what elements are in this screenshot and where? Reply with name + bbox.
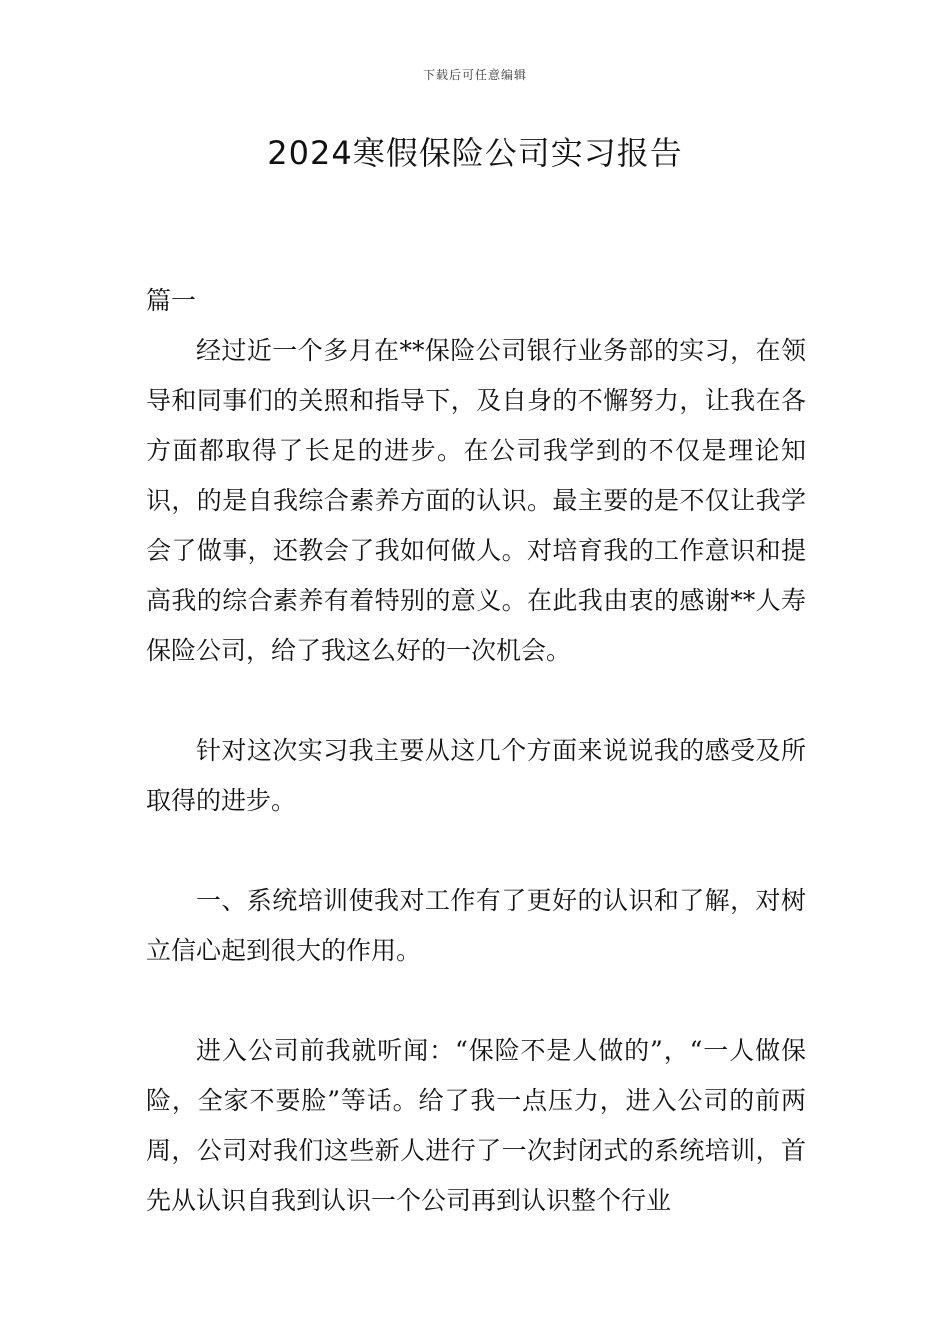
paragraph-heading-one: 一、系统培训使我对工作有了更好的认识和了解，对树立信心起到很大的作用。	[146, 886, 806, 965]
page-header-note: 下载后可任意编辑	[422, 68, 527, 82]
paragraph-training: 进入公司前我就听闻：“保险不是人做的”，“一人做保险，全家不要脸”等话。给了我一点压力，进入公司的前两周，公司对我们这些新人进行了一次封闭式的系统培训，首先从认识自我到认识一个公司再到认识整个行业	[146, 1036, 806, 1215]
paragraph-gap	[146, 826, 806, 876]
paragraph-intro: 经过近一个多月在**保险公司银行业务部的实习，在领导和同事们的关照和指导下，及自身的不懈努力，让我在各方面都取得了长足的进步。在公司我学到的不仅是理论知识，的是自我综合素养方面的认识。最主要的是不仅让我学会了做事，还教会了我如何做人。对培育我的工作意识和提高我的综合素养有着特别的意义。在此我由衷的感谢**人寿保险公司，给了我这么好的一次机会。	[146, 336, 806, 665]
section-label: 篇一	[146, 286, 197, 315]
paragraph-gap	[146, 976, 806, 1026]
paragraph-gap	[146, 676, 806, 726]
paragraph-overview: 针对这次实习我主要从这几个方面来说说我的感受及所取得的进步。	[146, 736, 806, 815]
document-body	[146, 276, 806, 1226]
document-title: 2024寒假保险公司实习报告	[267, 134, 683, 172]
